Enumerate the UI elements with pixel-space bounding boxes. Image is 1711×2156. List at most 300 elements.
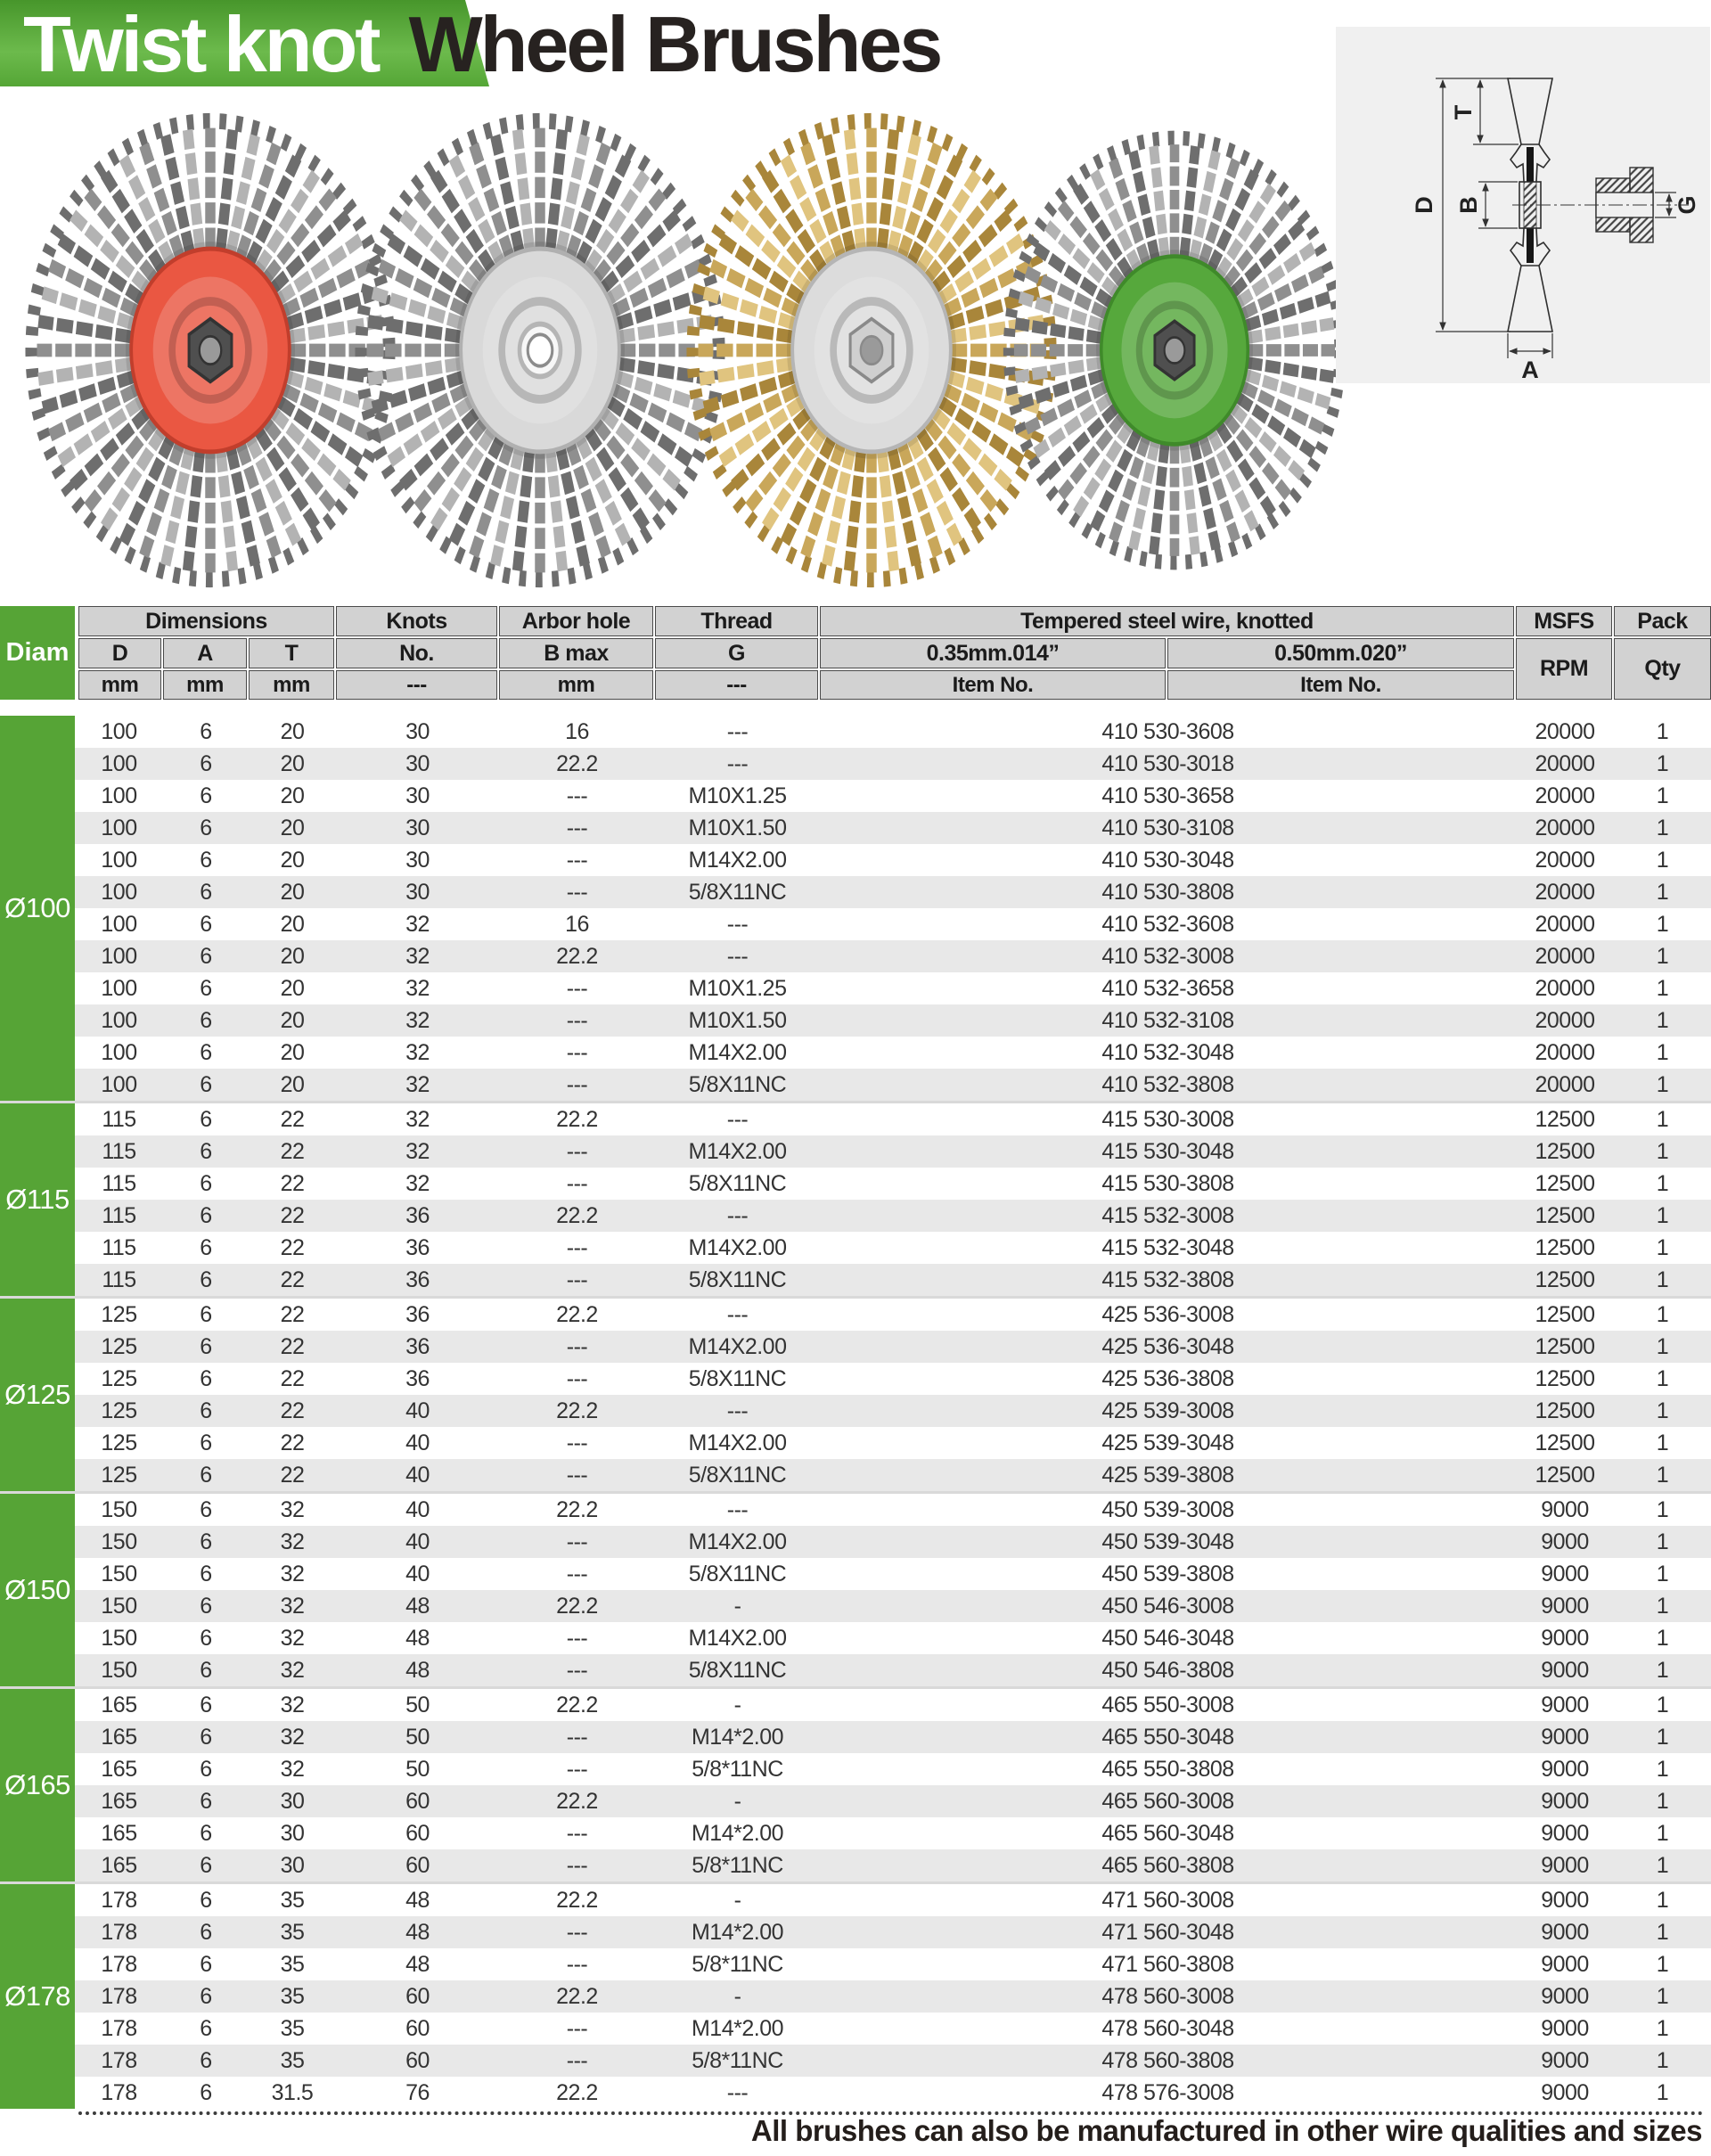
page-title-highlight: Twist knot — [23, 0, 379, 88]
cell-qty: 1 — [1656, 1235, 1669, 1260]
dim-label-t: T — [1450, 104, 1478, 120]
cell-t-mm: 20 — [280, 1072, 305, 1097]
cell-knots-no: 36 — [405, 1267, 430, 1292]
cell-knots-no: 40 — [405, 1398, 430, 1423]
cell-item-no: 410 530-3608 — [1101, 719, 1234, 744]
cell-thread-g: 5/8X11NC — [688, 1171, 787, 1196]
cell-rpm: 12500 — [1535, 1171, 1595, 1196]
cell-rpm: 20000 — [1535, 976, 1595, 1001]
cell-b-max-mm: --- — [566, 816, 588, 840]
table-row — [75, 844, 1711, 876]
unit-knots: --- — [336, 670, 497, 700]
cell-knots-no: 40 — [405, 1529, 430, 1554]
cell-knots-no: 76 — [405, 2080, 430, 2105]
cell-knots-no: 50 — [405, 1693, 430, 1717]
cell-d-mm: 150 — [101, 1594, 137, 1619]
cell-b-max-mm: 22.2 — [556, 1497, 598, 1522]
cell-t-mm: 22 — [280, 1235, 305, 1260]
cell-knots-no: 32 — [405, 912, 430, 937]
cell-a-mm: 6 — [200, 912, 212, 937]
cell-a-mm: 6 — [200, 1693, 212, 1717]
unit-d-mm: mm — [78, 670, 161, 700]
cell-knots-no: 40 — [405, 1562, 430, 1586]
cell-a-mm: 6 — [200, 1235, 212, 1260]
cell-b-max-mm: 22.2 — [556, 751, 598, 776]
cell-t-mm: 35 — [280, 1888, 305, 1913]
col-header-pack: Pack — [1614, 606, 1711, 636]
cell-rpm: 9000 — [1541, 1562, 1589, 1586]
cell-a-mm: 6 — [200, 1171, 212, 1196]
cell-rpm: 9000 — [1541, 1757, 1589, 1782]
table-row — [75, 1395, 1711, 1427]
cell-qty: 1 — [1656, 1431, 1669, 1455]
cell-b-max-mm: --- — [566, 783, 588, 808]
cell-item-no: 478 560-3008 — [1101, 1984, 1234, 2009]
cell-a-mm: 6 — [200, 1658, 212, 1683]
cell-d-mm: 100 — [101, 751, 137, 776]
table-row — [75, 1363, 1711, 1395]
cell-d-mm: 178 — [101, 1952, 137, 1977]
table-row — [75, 1785, 1711, 1817]
table-row — [75, 1103, 1711, 1135]
cell-t-mm: 20 — [280, 1040, 305, 1065]
table-body — [0, 716, 1711, 2109]
item-no-header-050: Item No. — [1167, 670, 1514, 700]
cell-a-mm: 6 — [200, 816, 212, 840]
cell-thread-g: 5/8*11NC — [692, 1952, 783, 1977]
cell-t-mm: 32 — [280, 1658, 305, 1683]
cell-thread-g: --- — [726, 2080, 749, 2105]
cell-item-no: 425 536-3048 — [1101, 1334, 1234, 1359]
cell-item-no: 465 560-3008 — [1101, 1789, 1234, 1814]
col-header-d: D — [78, 638, 161, 668]
cell-d-mm: 115 — [102, 1203, 136, 1228]
cell-thread-g: M14X2.00 — [688, 848, 787, 873]
unit-thread: --- — [655, 670, 818, 700]
cell-d-mm: 165 — [101, 1725, 137, 1750]
cell-knots-no: 32 — [405, 1040, 430, 1065]
cell-a-mm: 6 — [200, 1107, 212, 1132]
cell-d-mm: 178 — [101, 1888, 137, 1913]
table-row — [75, 716, 1711, 748]
cell-qty: 1 — [1656, 2080, 1669, 2105]
table-row — [75, 1689, 1711, 1721]
cell-qty: 1 — [1656, 2016, 1669, 2041]
table-row — [75, 1037, 1711, 1069]
cell-a-mm: 6 — [200, 2080, 212, 2105]
cell-thread-g: M14X2.00 — [688, 1040, 787, 1065]
cell-t-mm: 30 — [280, 1853, 305, 1878]
footer-note: All brushes can also be manufactured in other wire qualities and sizes — [750, 2114, 1702, 2147]
cell-qty: 1 — [1656, 816, 1669, 840]
cell-qty: 1 — [1656, 783, 1669, 808]
cell-rpm: 9000 — [1541, 1920, 1589, 1945]
cell-a-mm: 6 — [200, 1853, 212, 1878]
cell-rpm: 20000 — [1535, 1008, 1595, 1033]
cell-b-max-mm: 22.2 — [556, 1203, 598, 1228]
cell-d-mm: 100 — [101, 1072, 137, 1097]
cell-knots-no: 30 — [405, 848, 430, 873]
cell-thread-g: - — [733, 1984, 741, 2009]
cell-d-mm: 125 — [101, 1431, 137, 1455]
cell-b-max-mm: --- — [566, 848, 588, 873]
table-row — [75, 940, 1711, 972]
cell-thread-g: M14X2.00 — [688, 1235, 787, 1260]
cell-rpm: 9000 — [1541, 1888, 1589, 1913]
cell-t-mm: 20 — [280, 912, 305, 937]
cell-qty: 1 — [1656, 1334, 1669, 1359]
cell-rpm: 9000 — [1541, 1984, 1589, 2009]
cell-a-mm: 6 — [200, 1952, 212, 1977]
cell-d-mm: 100 — [101, 1008, 137, 1033]
cell-qty: 1 — [1656, 1203, 1669, 1228]
cell-knots-no: 36 — [405, 1235, 430, 1260]
cell-b-max-mm: --- — [566, 1008, 588, 1033]
diam-group-label: Ø150 — [0, 1494, 75, 1686]
cell-t-mm: 32 — [280, 1757, 305, 1782]
cell-item-no: 465 550-3008 — [1101, 1693, 1234, 1717]
cell-qty: 1 — [1656, 1171, 1669, 1196]
cell-b-max-mm: --- — [566, 1267, 588, 1292]
cell-rpm: 20000 — [1535, 848, 1595, 873]
cell-b-max-mm: --- — [566, 2048, 588, 2073]
cell-item-no: 425 539-3808 — [1101, 1463, 1234, 1488]
cell-a-mm: 6 — [200, 1594, 212, 1619]
col-header-diam: Diam — [0, 606, 75, 700]
cell-b-max-mm: --- — [566, 1920, 588, 1945]
cell-thread-g: --- — [726, 719, 749, 744]
cell-thread-g: - — [733, 1789, 741, 1814]
table-row — [75, 1004, 1711, 1037]
table-row — [75, 1980, 1711, 2013]
col-header-a: A — [163, 638, 247, 668]
cell-a-mm: 6 — [200, 1562, 212, 1586]
cell-qty: 1 — [1656, 1366, 1669, 1391]
col-header-qty: Qty — [1614, 638, 1711, 700]
cell-b-max-mm: --- — [566, 1757, 588, 1782]
cell-d-mm: 150 — [101, 1529, 137, 1554]
cell-qty: 1 — [1656, 912, 1669, 937]
cell-a-mm: 6 — [200, 1888, 212, 1913]
cell-qty: 1 — [1656, 944, 1669, 969]
cell-qty: 1 — [1656, 848, 1669, 873]
col-header-dimensions: Dimensions — [78, 606, 334, 636]
cell-d-mm: 150 — [101, 1658, 137, 1683]
cell-b-max-mm: 22.2 — [556, 1888, 598, 1913]
table-row — [75, 1427, 1711, 1459]
cell-d-mm: 100 — [101, 719, 137, 744]
cell-thread-g: 5/8X11NC — [688, 880, 787, 905]
cell-t-mm: 20 — [280, 783, 305, 808]
cell-b-max-mm: 22.2 — [556, 944, 598, 969]
cell-b-max-mm: --- — [566, 1821, 588, 1846]
diam-group-label: Ø125 — [0, 1299, 75, 1491]
col-header-no: No. — [336, 638, 497, 668]
cell-rpm: 9000 — [1541, 1789, 1589, 1814]
diam-group — [0, 1686, 1711, 1881]
cell-t-mm: 22 — [280, 1267, 305, 1292]
cell-knots-no: 32 — [405, 1139, 430, 1164]
cell-rpm: 12500 — [1535, 1107, 1595, 1132]
cell-knots-no: 60 — [405, 2016, 430, 2041]
cell-item-no: 478 560-3048 — [1101, 2016, 1234, 2041]
cell-item-no: 471 560-3008 — [1101, 1888, 1234, 1913]
cell-knots-no: 32 — [405, 1072, 430, 1097]
cell-thread-g: 5/8X11NC — [688, 1366, 787, 1391]
table-row — [75, 1558, 1711, 1590]
cell-thread-g: M14*2.00 — [691, 1821, 784, 1846]
table-row — [75, 1753, 1711, 1785]
diam-group — [0, 1881, 1711, 2109]
cell-knots-no: 50 — [405, 1757, 430, 1782]
cell-rpm: 9000 — [1541, 1853, 1589, 1878]
cell-qty: 1 — [1656, 1888, 1669, 1913]
page-title-rest: Wheel Brushes — [408, 0, 941, 88]
cell-qty: 1 — [1656, 880, 1669, 905]
cell-d-mm: 100 — [101, 944, 137, 969]
col-header-arbor-hole: Arbor hole — [499, 606, 653, 636]
cell-a-mm: 6 — [200, 1267, 212, 1292]
cell-rpm: 20000 — [1535, 912, 1595, 937]
cell-b-max-mm: 22.2 — [556, 1107, 598, 1132]
cell-thread-g: --- — [726, 912, 749, 937]
cell-item-no: 410 530-3108 — [1101, 816, 1234, 840]
cell-b-max-mm: 22.2 — [556, 1789, 598, 1814]
cell-rpm: 9000 — [1541, 1529, 1589, 1554]
diam-group — [0, 1101, 1711, 1296]
cell-a-mm: 6 — [200, 1366, 212, 1391]
table-row — [75, 1135, 1711, 1168]
cell-t-mm: 35 — [280, 2016, 305, 2041]
col-header-knots: Knots — [336, 606, 497, 636]
cell-d-mm: 150 — [101, 1562, 137, 1586]
cell-item-no: 450 539-3808 — [1101, 1562, 1234, 1586]
cell-knots-no: 32 — [405, 1107, 430, 1132]
cell-knots-no: 60 — [405, 1789, 430, 1814]
cell-item-no: 425 539-3008 — [1101, 1398, 1234, 1423]
cell-rpm: 9000 — [1541, 1821, 1589, 1846]
product-image-brush-1 — [18, 94, 403, 606]
cell-d-mm: 165 — [101, 1853, 137, 1878]
cell-b-max-mm: --- — [566, 1529, 588, 1554]
cell-rpm: 20000 — [1535, 944, 1595, 969]
cell-qty: 1 — [1656, 1398, 1669, 1423]
cell-b-max-mm: 22.2 — [556, 1302, 598, 1327]
cell-a-mm: 6 — [200, 719, 212, 744]
cell-knots-no: 50 — [405, 1725, 430, 1750]
cell-d-mm: 100 — [101, 880, 137, 905]
cell-thread-g: 5/8X11NC — [688, 1267, 787, 1292]
cell-rpm: 9000 — [1541, 1693, 1589, 1717]
cell-thread-g: M14X2.00 — [688, 1529, 787, 1554]
cell-knots-no: 60 — [405, 1984, 430, 2009]
cell-d-mm: 178 — [101, 1920, 137, 1945]
cell-b-max-mm: --- — [566, 2016, 588, 2041]
col-header-t: T — [249, 638, 334, 668]
cell-t-mm: 22 — [280, 1366, 305, 1391]
diam-group-label: Ø115 — [0, 1103, 75, 1296]
cell-thread-g: 5/8X11NC — [688, 1072, 787, 1097]
cell-qty: 1 — [1656, 1139, 1669, 1164]
cell-item-no: 450 546-3008 — [1101, 1594, 1234, 1619]
cell-d-mm: 115 — [102, 1107, 136, 1132]
cell-rpm: 12500 — [1535, 1398, 1595, 1423]
cell-a-mm: 6 — [200, 2016, 212, 2041]
item-no-header-035: Item No. — [820, 670, 1166, 700]
cell-qty: 1 — [1656, 1920, 1669, 1945]
cell-knots-no: 48 — [405, 1658, 430, 1683]
cell-b-max-mm: 22.2 — [556, 1693, 598, 1717]
cell-d-mm: 150 — [101, 1497, 137, 1522]
cell-d-mm: 125 — [101, 1334, 137, 1359]
cell-t-mm: 22 — [280, 1334, 305, 1359]
cell-a-mm: 6 — [200, 783, 212, 808]
cell-t-mm: 20 — [280, 751, 305, 776]
cell-d-mm: 178 — [101, 2048, 137, 2073]
cell-t-mm: 30 — [280, 1821, 305, 1846]
table-row — [75, 1622, 1711, 1654]
unit-a-mm: mm — [163, 670, 247, 700]
cell-a-mm: 6 — [200, 1334, 212, 1359]
table-header — [78, 606, 1711, 700]
col-header-b-max: B max — [499, 638, 653, 668]
cell-d-mm: 125 — [101, 1302, 137, 1327]
cell-d-mm: 115 — [102, 1267, 136, 1292]
cell-qty: 1 — [1656, 1107, 1669, 1132]
cell-thread-g: M10X1.50 — [688, 816, 787, 840]
cell-a-mm: 6 — [200, 1626, 212, 1651]
table-row — [75, 1168, 1711, 1200]
cell-qty: 1 — [1656, 1626, 1669, 1651]
cell-d-mm: 115 — [102, 1171, 136, 1196]
table-row — [75, 908, 1711, 940]
cell-a-mm: 6 — [200, 1529, 212, 1554]
cell-thread-g: 5/8X11NC — [688, 1658, 787, 1683]
table-row — [75, 780, 1711, 812]
table-row — [75, 1590, 1711, 1622]
cell-rpm: 20000 — [1535, 1040, 1595, 1065]
cell-knots-no: 48 — [405, 1594, 430, 1619]
cell-rpm: 9000 — [1541, 1658, 1589, 1683]
table-row — [75, 1884, 1711, 1916]
cell-rpm: 9000 — [1541, 1952, 1589, 1977]
cell-knots-no: 40 — [405, 1497, 430, 1522]
cell-item-no: 410 530-3018 — [1101, 751, 1234, 776]
cell-rpm: 12500 — [1535, 1203, 1595, 1228]
cell-knots-no: 32 — [405, 1171, 430, 1196]
table-row — [75, 1069, 1711, 1101]
cell-item-no: 410 532-3608 — [1101, 912, 1234, 937]
table-row — [75, 1526, 1711, 1558]
cell-b-max-mm: --- — [566, 880, 588, 905]
cell-knots-no: 48 — [405, 1626, 430, 1651]
cell-rpm: 9000 — [1541, 2016, 1589, 2041]
cell-knots-no: 32 — [405, 1008, 430, 1033]
cell-item-no: 465 560-3808 — [1101, 1853, 1234, 1878]
cell-thread-g: M14*2.00 — [691, 1920, 784, 1945]
cell-t-mm: 32 — [280, 1693, 305, 1717]
cell-knots-no: 60 — [405, 2048, 430, 2073]
unit-t-mm: mm — [249, 670, 334, 700]
col-header-wire-group: Tempered steel wire, knotted — [820, 606, 1514, 636]
cell-qty: 1 — [1656, 1040, 1669, 1065]
cell-item-no: 410 532-3008 — [1101, 944, 1234, 969]
cell-a-mm: 6 — [200, 976, 212, 1001]
cell-t-mm: 32 — [280, 1529, 305, 1554]
cell-t-mm: 35 — [280, 1952, 305, 1977]
cell-t-mm: 20 — [280, 880, 305, 905]
cell-t-mm: 35 — [280, 1984, 305, 2009]
cell-b-max-mm: --- — [566, 1725, 588, 1750]
cell-a-mm: 6 — [200, 1072, 212, 1097]
cell-rpm: 9000 — [1541, 2048, 1589, 2073]
cell-t-mm: 22 — [280, 1431, 305, 1455]
cell-b-max-mm: --- — [566, 1171, 588, 1196]
cell-item-no: 450 539-3008 — [1101, 1497, 1234, 1522]
cell-item-no: 410 530-3808 — [1101, 880, 1234, 905]
table-row — [75, 2077, 1711, 2109]
cell-rpm: 9000 — [1541, 1626, 1589, 1651]
table-row — [75, 1299, 1711, 1331]
cell-thread-g: --- — [726, 1497, 749, 1522]
cell-knots-no: 48 — [405, 1952, 430, 1977]
cell-thread-g: 5/8*11NC — [692, 1853, 783, 1878]
cell-t-mm: 22 — [280, 1302, 305, 1327]
cell-a-mm: 6 — [200, 1139, 212, 1164]
cell-a-mm: 6 — [200, 1725, 212, 1750]
cell-t-mm: 32 — [280, 1626, 305, 1651]
cell-a-mm: 6 — [200, 944, 212, 969]
cell-rpm: 9000 — [1541, 1725, 1589, 1750]
table-row — [75, 1849, 1711, 1881]
table-row — [75, 1494, 1711, 1526]
cell-qty: 1 — [1656, 1853, 1669, 1878]
cell-a-mm: 6 — [200, 1789, 212, 1814]
cell-t-mm: 32 — [280, 1725, 305, 1750]
cell-t-mm: 20 — [280, 719, 305, 744]
cell-thread-g: M10X1.25 — [688, 783, 787, 808]
cell-rpm: 12500 — [1535, 1139, 1595, 1164]
cell-item-no: 415 532-3808 — [1101, 1267, 1234, 1292]
cell-knots-no: 40 — [405, 1431, 430, 1455]
cell-thread-g: --- — [726, 1107, 749, 1132]
cell-item-no: 465 550-3808 — [1101, 1757, 1234, 1782]
cell-a-mm: 6 — [200, 1302, 212, 1327]
diam-group-label: Ø100 — [0, 716, 75, 1101]
cell-rpm: 9000 — [1541, 2080, 1589, 2105]
cell-qty: 1 — [1656, 1594, 1669, 1619]
cell-qty: 1 — [1656, 1529, 1669, 1554]
cell-a-mm: 6 — [200, 1398, 212, 1423]
cell-b-max-mm: 22.2 — [556, 1594, 598, 1619]
table-row — [75, 748, 1711, 780]
cell-rpm: 12500 — [1535, 1366, 1595, 1391]
cell-d-mm: 100 — [101, 783, 137, 808]
cell-d-mm: 178 — [101, 1984, 137, 2009]
cell-thread-g: 5/8X11NC — [688, 1463, 787, 1488]
diam-group-label: Ø178 — [0, 1884, 75, 2109]
cell-thread-g: M14*2.00 — [691, 1725, 784, 1750]
cell-a-mm: 6 — [200, 1497, 212, 1522]
cell-item-no: 410 532-3048 — [1101, 1040, 1234, 1065]
cell-knots-no: 32 — [405, 944, 430, 969]
cell-b-max-mm: --- — [566, 1139, 588, 1164]
cell-d-mm: 178 — [101, 2016, 137, 2041]
cell-rpm: 20000 — [1535, 1072, 1595, 1097]
cell-qty: 1 — [1656, 1658, 1669, 1683]
cell-d-mm: 115 — [102, 1139, 136, 1164]
diam-group — [0, 1491, 1711, 1686]
